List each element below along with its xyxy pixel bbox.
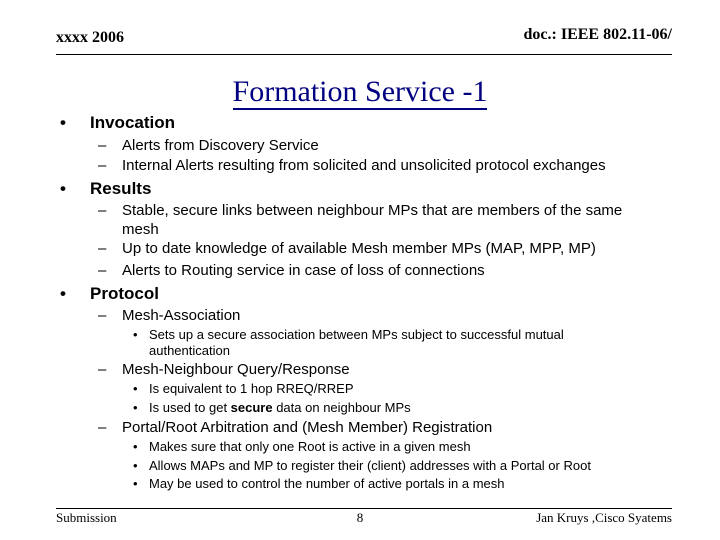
- dash-marker: –: [98, 307, 107, 324]
- bullet-marker: •: [133, 381, 138, 396]
- results-item-1-cont: mesh: [122, 221, 159, 238]
- bullet-marker: •: [60, 113, 66, 132]
- header-rule: [56, 54, 672, 55]
- invocation-heading: Invocation: [90, 113, 176, 132]
- results-item-1: Stable, secure links between neighbour MPs that are members of the same: [122, 202, 623, 219]
- header-date: xxxx 2006: [56, 29, 124, 46]
- neighbour-query-item-2: [149, 400, 411, 415]
- slide-title: [0, 75, 720, 109]
- neighbour-query-item-2-emphasis: secure: [230, 400, 273, 415]
- bullet-marker: •: [133, 400, 138, 415]
- footer-submission: Submission: [56, 510, 117, 525]
- dash-marker: –: [98, 419, 107, 436]
- protocol-heading: Protocol: [90, 284, 159, 303]
- bullet-marker: •: [133, 439, 138, 454]
- dash-marker: –: [98, 157, 107, 174]
- dash-marker: –: [98, 240, 107, 257]
- dash-marker: –: [98, 137, 107, 154]
- registration-label: Portal/Root Arbitration and (Mesh Member) Registration: [122, 419, 493, 436]
- footer-page-number: 8: [356, 510, 364, 525]
- results-item-3: Alerts to Routing service in case of loss of connections: [122, 262, 485, 279]
- results-heading: Results: [90, 179, 152, 198]
- registration-item-2: Allows MAPs and MP to register their (client) addresses with a Portal or Root: [149, 458, 591, 473]
- registration-item-3: May be used to control the number of active portals in a mesh: [149, 476, 505, 491]
- mesh-association-item-1-cont: authentication: [149, 343, 230, 358]
- bullet-marker: •: [133, 476, 138, 491]
- neighbour-query-item-2-suffix: data on neighbour MPs: [272, 400, 411, 415]
- bullet-marker: •: [133, 458, 138, 473]
- mesh-association-label: Mesh-Association: [122, 307, 241, 324]
- footer-rule: [56, 508, 672, 509]
- bullet-marker: •: [60, 284, 66, 303]
- dash-marker: –: [98, 361, 107, 378]
- header-doc-id: doc.: IEEE 802.11-06/: [523, 26, 672, 43]
- neighbour-query-label: Mesh-Neighbour Query/Response: [122, 361, 350, 378]
- invocation-item-1: Alerts from Discovery Service: [122, 137, 319, 154]
- registration-item-1: Makes sure that only one Root is active in a given mesh: [149, 439, 471, 454]
- footer-author: Jan Kruys ,Cisco Syatems: [536, 510, 672, 525]
- bullet-marker: •: [60, 179, 66, 198]
- neighbour-query-item-2-prefix: Is used to get: [149, 400, 231, 415]
- dash-marker: –: [98, 202, 107, 219]
- slide-title-text: Formation Service -1: [232, 75, 488, 108]
- neighbour-query-item-1: Is equivalent to 1 hop RREQ/RREP: [149, 381, 354, 396]
- mesh-association-item-1: Sets up a secure association between MPs subject to successful mutual: [149, 327, 564, 342]
- invocation-item-2: Internal Alerts resulting from solicited and unsolicited protocol exchanges: [122, 157, 606, 174]
- dash-marker: –: [98, 262, 107, 279]
- bullet-marker: •: [133, 327, 138, 342]
- results-item-2: Up to date knowledge of available Mesh member MPs (MAP, MPP, MP): [122, 240, 596, 257]
